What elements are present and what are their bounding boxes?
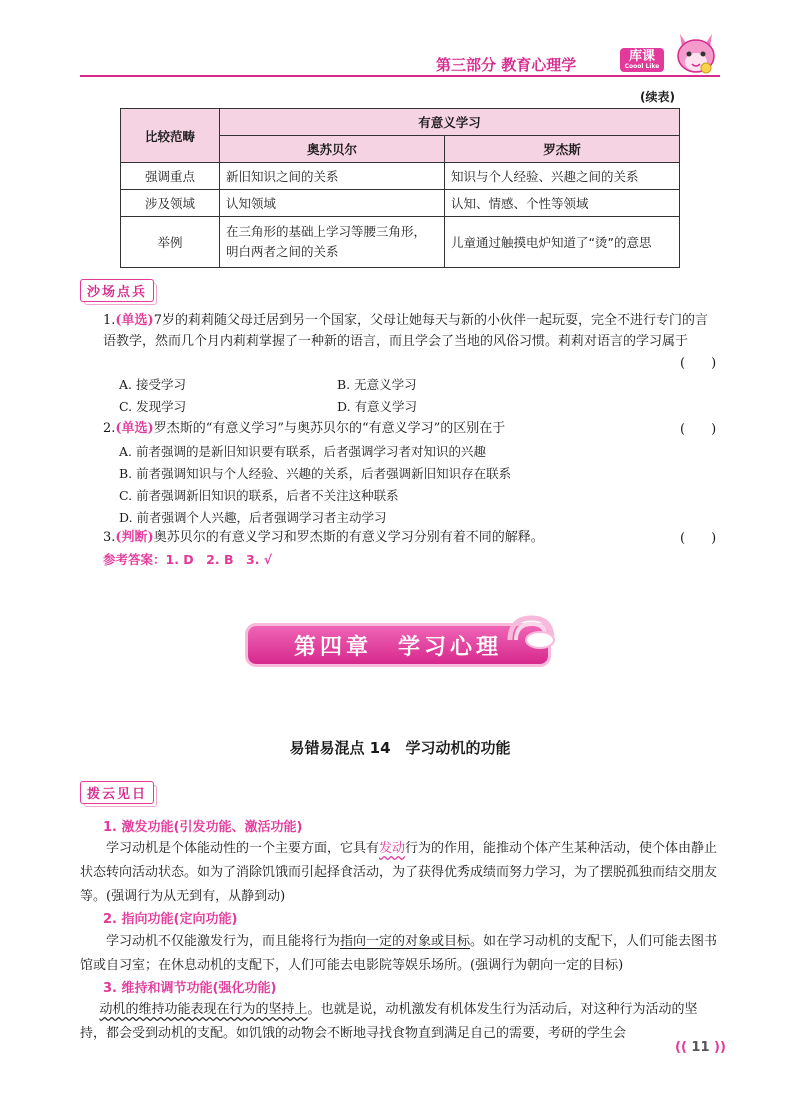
question-text: 7岁的莉莉随父母迁居到另一个国家，父母让她每天与新的小伙伴一起玩耍，完全不进行专门的言语教学，然而几个月内莉莉掌握了一种新的语言，而且学会了当地的风俗习惯。莉莉对语言的学习属于 [103, 313, 708, 349]
subsection-heading-3: 3. 维持和调节功能(强化功能) [103, 981, 277, 996]
key-term: 指向一定的对象或目标 [340, 934, 471, 949]
option-d: D. 有意义学习 [337, 399, 418, 414]
col-header-ausubel: 奥苏贝尔 [220, 136, 445, 163]
section-title: 第三部分 教育心理学 [436, 56, 577, 74]
point-title: 易错易混点 14 学习动机的功能 [289, 739, 511, 757]
chapter-title: 第四章 学习心理 [293, 634, 502, 660]
paragraph-text: 行为的作用，能推动个体产生某种活动，使个体由静止状态转向活动状态。如为了消除饥饿而引起择食活动，为了获得优秀成绩而努力学习，为了摆脱孤独而结交朋友等。(强调行为从无到有，从静到动) [80, 841, 718, 904]
cloud-rainbow-icon [500, 610, 556, 650]
option-c: C. 发现学习 [119, 399, 187, 414]
option-a: A. 接受学习 [119, 377, 186, 392]
cell-rogers: 知识与个人经验、兴趣之间的关系 [445, 163, 680, 190]
question-2 [103, 418, 505, 439]
question-text: 罗杰斯的“有意义学习”与奥苏贝尔的“有意义学习”的区别在于 [153, 421, 506, 436]
practice-badge: 沙场点兵 [80, 279, 154, 302]
cell-ausubel: 在三角形的基础上学习等腰三角形，明白两者之间的关系 [220, 217, 445, 268]
table-row [121, 217, 680, 268]
logo-sub-text: Coool Like [624, 63, 660, 70]
option-b: B. 无意义学习 [337, 377, 417, 392]
paragraph-text: 。如在学习动机的支配下，人们可能去图书馆或自习室；在休息动机的支配下，人们可能去电影院等娱乐场所。(强调行为朝向一定的目标) [80, 934, 718, 973]
question-3 [103, 527, 544, 548]
question-type-tag: (单选) [115, 313, 154, 328]
key-term: 动机的维持功能表现在行为的坚持上 [99, 1002, 308, 1017]
subsection-heading-2: 2. 指向功能(定向功能) [103, 912, 238, 927]
col-header-meaningful: 有意义学习 [220, 109, 680, 136]
paragraph-text: 学习动机不仅能激发行为，而且能将行为 [106, 934, 341, 949]
paragraph-3 [80, 998, 720, 1046]
question-number: 1. [103, 313, 116, 328]
row-label: 涉及领域 [121, 190, 220, 217]
paragraph-text: 。也就是说，动机激发有机体发生行为活动后，对这种行为活动的坚持，都会受到动机的支配。如饥饿的动物会不断地寻找食物直到满足自己的需要，考研的学生会 [80, 1002, 698, 1041]
row-label: 举例 [121, 217, 220, 268]
table-row [121, 190, 680, 217]
header-rule [80, 75, 720, 77]
insight-badge: 拨云见日 [80, 781, 154, 804]
cell-rogers: 认知、情感、个性等领域 [445, 190, 680, 217]
paragraph-2 [80, 930, 720, 978]
subsection-heading-1: 1. 激发功能(引发功能、激活功能) [103, 820, 303, 835]
page-number: (( 11 )) [675, 1040, 726, 1055]
paragraph-1 [80, 837, 720, 909]
paragraph-text: 学习动机是个体能动性的一个主要方面，它具有 [106, 841, 380, 856]
answer-bracket: ( ) [680, 422, 717, 437]
option-c: C. 前者强调新旧知识的联系，后者不关注这种联系 [119, 488, 399, 503]
question-1 [103, 310, 720, 352]
comparison-table [120, 108, 680, 268]
cell-rogers: 儿童通过触摸电炉知道了“烫”的意思 [445, 217, 680, 268]
table-header-row [121, 109, 680, 136]
question-text: 奥苏贝尔的有意义学习和罗杰斯的有意义学习分别有着不同的解释。 [153, 530, 544, 545]
question-number: 3. [103, 530, 116, 545]
table-row [121, 163, 680, 190]
col-header-category: 比较范畴 [121, 109, 220, 163]
row-label: 强调重点 [121, 163, 220, 190]
brand-logo [620, 48, 664, 72]
col-header-rogers: 罗杰斯 [445, 136, 680, 163]
question-type-tag: (判断) [115, 530, 154, 545]
table-continued-label: (续表) [640, 90, 675, 104]
answer-bracket: ( ) [680, 531, 717, 546]
cell-ausubel: 认知领域 [220, 190, 445, 217]
option-d: D. 前者强调个人兴趣，后者强调学习者主动学习 [119, 510, 387, 525]
option-b: B. 前者强调知识与个人经验、兴趣的关系，后者强调新旧知识存在联系 [119, 466, 512, 481]
option-a: A. 前者强调的是新旧知识要有联系，后者强调学习者对知识的兴趣 [119, 444, 486, 459]
logo-main-text: 库课 [628, 49, 655, 64]
answer-bracket: ( ) [680, 356, 717, 371]
mascot-icon [672, 30, 720, 76]
key-term: 发动 [379, 841, 406, 856]
question-type-tag: (单选) [115, 421, 154, 436]
reference-answer: 参考答案：1. D 2. B 3. √ [103, 552, 273, 567]
question-number: 2. [103, 421, 116, 436]
cell-ausubel: 新旧知识之间的关系 [220, 163, 445, 190]
